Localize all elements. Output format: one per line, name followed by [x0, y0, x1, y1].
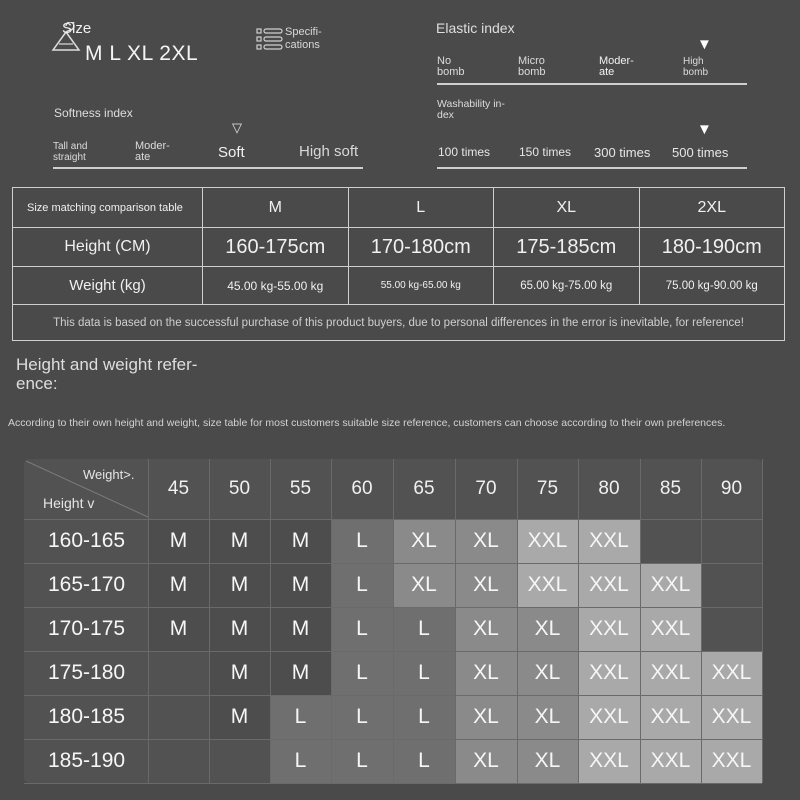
grid-size-cell: [148, 739, 209, 783]
table-cell: 175-185cm: [494, 228, 640, 267]
grid-size-cell: XXL: [517, 519, 578, 563]
down-arrow-icon: ▽: [232, 120, 242, 135]
grid-weight-header: 70: [475, 478, 497, 499]
elastic-option-selected: High bomb: [683, 56, 709, 78]
grid-size-cell: XXL: [578, 739, 640, 783]
grid-size-cell: M: [209, 519, 270, 563]
grid-size-cell: M: [270, 519, 331, 563]
grid-height-header: 175-180: [48, 661, 126, 684]
grid-size-cell: XXL: [578, 607, 640, 651]
softness-scale-line: [53, 167, 363, 169]
grid-size-cell: M: [270, 607, 331, 651]
grid-size-cell: M: [209, 607, 270, 651]
grid-size-cell: XL: [455, 563, 517, 607]
grid-size-cell: XL: [455, 695, 517, 739]
grid-size-cell: XL: [517, 607, 578, 651]
grid-size-cell: XXL: [578, 651, 640, 695]
grid-height-header: 165-170: [48, 573, 126, 596]
grid-size-cell: [148, 651, 209, 695]
grid-weight-header: 50: [228, 478, 251, 499]
grid-size-cell: XXL: [578, 519, 640, 563]
size-reference-grid: [24, 459, 762, 783]
grid-size-cell: [701, 519, 762, 563]
table-row-label: Weight (kg): [13, 267, 203, 305]
grid-weight-header: 75: [536, 478, 559, 499]
grid-size-cell: XL: [455, 607, 517, 651]
softness-index-title: Softness index: [54, 106, 133, 120]
grid-height-header: 185-190: [48, 749, 126, 772]
grid-size-cell: M: [148, 563, 209, 607]
washability-scale-line: [437, 167, 747, 169]
table-row: [13, 267, 785, 305]
table-row-label: Height (CM): [13, 228, 203, 267]
grid-size-cell: XL: [517, 695, 578, 739]
grid-size-cell: XXL: [517, 563, 578, 607]
grid-height-header: 180-185: [48, 705, 126, 728]
grid-size-cell: XL: [455, 651, 517, 695]
softness-option: Moder- ate: [135, 140, 170, 163]
grid-size-cell: [640, 519, 701, 563]
list-icon: [256, 27, 284, 58]
grid-size-cell: XXL: [578, 563, 640, 607]
grid-line: [578, 459, 579, 783]
grid-size-cell: L: [393, 695, 455, 739]
grid-size-cell: XXL: [701, 739, 762, 783]
grid-size-cell: L: [331, 739, 393, 783]
grid-line: [148, 459, 149, 783]
grid-size-cell: L: [270, 739, 331, 783]
elastic-index-title: Elastic index: [436, 20, 515, 36]
grid-corner-height: Height v: [43, 495, 95, 511]
table-header-cell: L: [348, 188, 494, 228]
grid-line: [517, 459, 518, 783]
table-cell: 160-175cm: [203, 228, 349, 267]
grid-weight-header: 90: [720, 478, 743, 499]
table-corner-label: Size matching comparison table: [13, 188, 203, 228]
table-header-cell: 2XL: [639, 188, 785, 228]
washability-option-selected: 500 times: [672, 145, 729, 160]
grid-size-cell: XL: [455, 739, 517, 783]
grid-size-cell: XXL: [640, 695, 701, 739]
washability-index-title: Washability in- dex: [437, 98, 505, 121]
table-row: [13, 228, 785, 267]
grid-size-cell: XL: [393, 519, 455, 563]
grid-size-cell: L: [393, 739, 455, 783]
reference-description: According to their own height and weight, size table for most customers suitable size reference, customers can choose according to their own preferences.: [8, 417, 726, 429]
grid-size-cell: [148, 695, 209, 739]
grid-size-cell: XXL: [578, 695, 640, 739]
softness-option: Tall and straight: [53, 141, 88, 163]
table-note-row: [13, 305, 785, 341]
grid-weight-header: 65: [413, 478, 435, 499]
grid-weight-header: 60: [351, 478, 373, 499]
grid-line: [640, 459, 641, 783]
grid-size-cell: [209, 739, 270, 783]
grid-height-header: 160-165: [48, 529, 126, 552]
grid-line: [24, 695, 762, 696]
grid-size-cell: XL: [517, 651, 578, 695]
size-title: Size: [62, 20, 92, 37]
grid-line: [24, 519, 762, 520]
grid-line: [331, 459, 332, 783]
grid-size-cell: XXL: [640, 739, 701, 783]
size-list: M L XL 2XL: [85, 42, 199, 65]
table-header-cell: M: [203, 188, 349, 228]
elastic-option: Micro bomb: [518, 55, 546, 78]
grid-size-cell: XXL: [640, 563, 701, 607]
grid-size-cell: XL: [517, 739, 578, 783]
table-cell: 65.00 kg-75.00 kg: [494, 267, 640, 305]
grid-line: [209, 459, 210, 783]
grid-size-cell: L: [331, 607, 393, 651]
grid-size-cell: L: [270, 695, 331, 739]
elastic-option: No bomb: [437, 55, 465, 78]
washability-option: 300 times: [594, 145, 651, 160]
table-cell: 55.00 kg-65.00 kg: [348, 267, 494, 305]
table-note: This data is based on the successful purchase of this product buyers, due to personal differences in the error is inevitable, for reference!: [13, 305, 785, 341]
grid-size-cell: M: [148, 519, 209, 563]
elastic-option: Moder- ate: [599, 55, 634, 78]
grid-size-cell: M: [270, 563, 331, 607]
washability-option: 100 times: [438, 145, 491, 159]
size-comparison-table: [12, 187, 785, 341]
grid-size-cell: L: [331, 695, 393, 739]
grid-size-cell: XXL: [640, 607, 701, 651]
grid-size-cell: L: [393, 607, 455, 651]
grid-line: [24, 651, 762, 652]
grid-line: [270, 459, 271, 783]
grid-size-cell: M: [209, 695, 270, 739]
grid-weight-header: 85: [659, 478, 682, 499]
grid-line: [24, 563, 762, 564]
grid-weight-header: 45: [167, 478, 190, 499]
grid-size-cell: XL: [455, 519, 517, 563]
grid-size-cell: L: [331, 651, 393, 695]
table-cell: 170-180cm: [348, 228, 494, 267]
grid-size-cell: XXL: [701, 695, 762, 739]
grid-size-cell: M: [270, 651, 331, 695]
elastic-scale-line: [437, 83, 747, 85]
table-cell: 180-190cm: [639, 228, 785, 267]
specifications-label: Specifi- cations: [285, 26, 322, 51]
grid-size-cell: L: [331, 519, 393, 563]
softness-option: High soft: [299, 143, 359, 160]
grid-line: [24, 607, 762, 608]
grid-line: [24, 739, 762, 740]
grid-size-cell: XL: [393, 563, 455, 607]
grid-size-cell: L: [393, 651, 455, 695]
grid-size-cell: XXL: [640, 651, 701, 695]
grid-line: [24, 783, 762, 784]
down-arrow-icon: ▼: [697, 121, 712, 138]
grid-height-header: 170-175: [48, 617, 126, 640]
table-header-cell: XL: [494, 188, 640, 228]
washability-option: 150 times: [519, 145, 572, 159]
table-header-row: [13, 188, 785, 228]
grid-size-cell: M: [209, 651, 270, 695]
grid-size-cell: [701, 607, 762, 651]
table-cell: 45.00 kg-55.00 kg: [203, 267, 349, 305]
table-cell: 75.00 kg-90.00 kg: [639, 267, 785, 305]
down-arrow-icon: ▼: [697, 36, 712, 53]
grid-size-cell: [701, 563, 762, 607]
grid-weight-header: 55: [289, 478, 312, 499]
grid-size-cell: XXL: [701, 651, 762, 695]
grid-line: [701, 459, 702, 783]
reference-title: Height and weight refer- ence:: [16, 355, 198, 393]
grid-size-cell: M: [148, 607, 209, 651]
grid-line: [762, 459, 763, 783]
grid-size-cell: L: [331, 563, 393, 607]
grid-size-cell: M: [209, 563, 270, 607]
grid-line: [455, 459, 456, 783]
grid-corner-weight: Weight>.: [83, 467, 135, 482]
softness-option-selected: Soft: [218, 144, 245, 161]
grid-line: [393, 459, 394, 783]
grid-weight-header: 80: [598, 478, 620, 499]
